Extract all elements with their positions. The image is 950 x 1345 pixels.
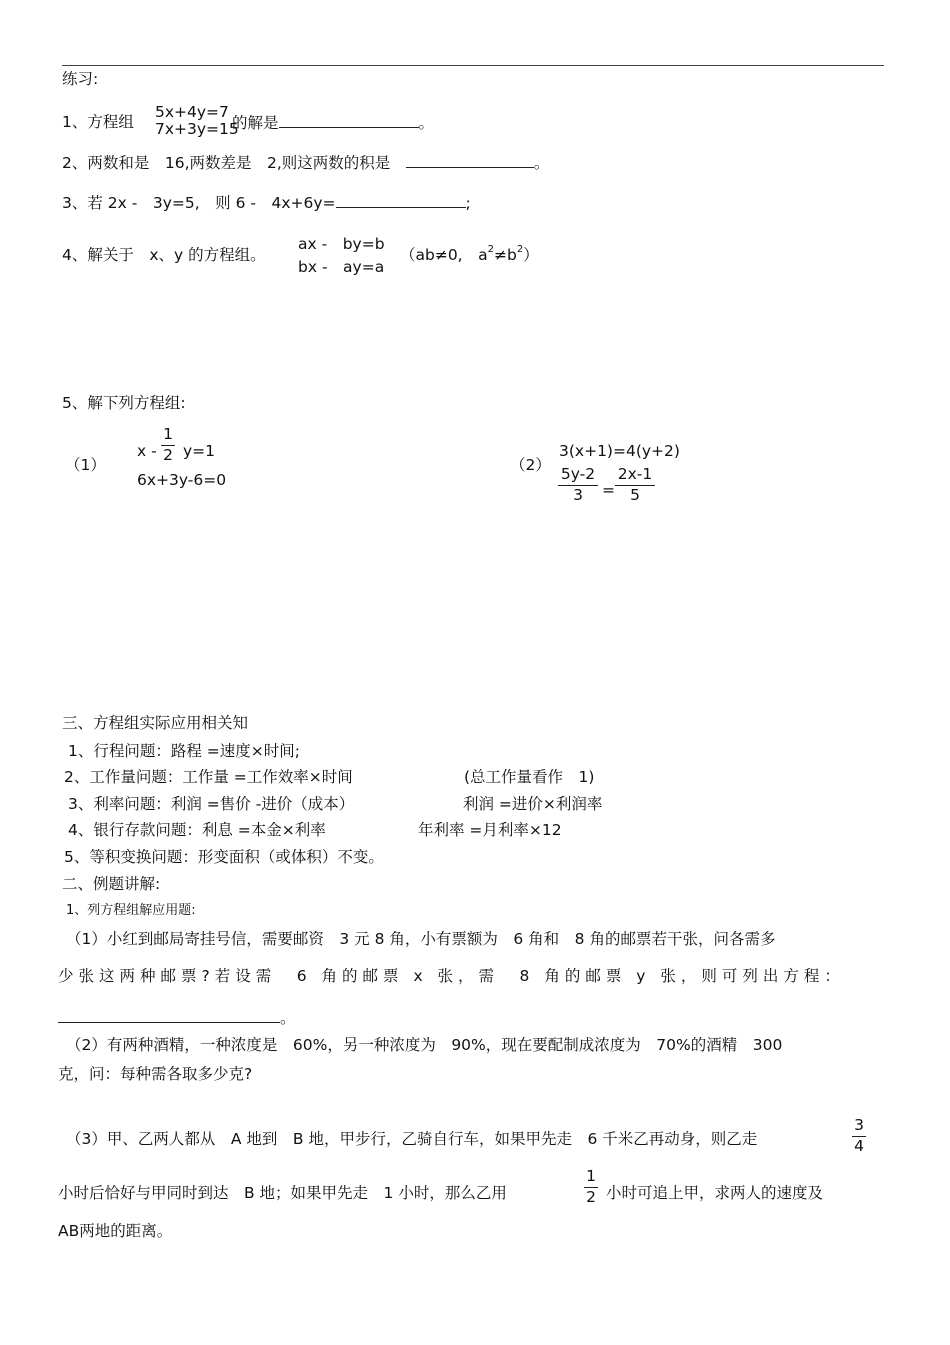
q5-p2-num: （2）	[510, 456, 551, 474]
example-1-line-1: （1）小红到邮局寄挂号信，需要邮资 3 元 8 角，小有票额为 6 角和 8 角的邮票若干张，问各需多	[66, 930, 776, 948]
q4-eq1: ax - by=b	[298, 235, 385, 253]
q5-p1-frac-den: 2	[163, 445, 173, 464]
q1-tail-text: 的解是	[232, 114, 279, 132]
example-1-end: 。	[280, 1009, 296, 1027]
example-3-f2-den: 2	[586, 1187, 596, 1206]
q1-answer-blank[interactable]	[279, 113, 419, 128]
q2	[62, 153, 549, 173]
knowledge-item-4: 4、银行存款问题：利息 =本金×利率	[68, 821, 326, 839]
q5-p2-rden: 5	[630, 485, 640, 504]
q4-condition	[400, 243, 539, 265]
knowledge-item-1: 1、行程问题：路程 =速度×时间;	[68, 742, 300, 760]
knowledge-item-3: 3、利率问题：利润 =售价 -进价（成本）	[68, 795, 355, 813]
q5-p2-left-fraction	[558, 466, 598, 505]
q4-cond-mid: ≠b	[494, 246, 517, 264]
q3	[62, 193, 471, 213]
q2-text: 2、两数和是 16,两数差是 2,则这两数的积是	[62, 154, 391, 172]
q5-p2-equals: =	[602, 481, 615, 499]
q5-label: 5、解下列方程组:	[62, 394, 186, 412]
q3-end: ;	[465, 194, 471, 212]
q5-p1-fraction	[161, 426, 175, 465]
q5-p1-frac-num: 1	[163, 425, 173, 443]
q4-label: 4、解关于 x、y 的方程组。	[62, 246, 266, 264]
knowledge-item-2: 2、工作量问题：工作量 =工作效率×时间	[64, 768, 353, 786]
knowledge-item-5: 5、等积变换问题：形变面积（或体积）不变。	[64, 848, 384, 866]
q5-p1-num: （1）	[65, 456, 106, 474]
examples-title: 二、例题讲解:	[62, 875, 161, 893]
q5-p2-right-fraction	[615, 466, 655, 505]
q3-answer-blank[interactable]	[336, 193, 466, 208]
q4-cond-exp1: 2	[487, 243, 494, 255]
knowledge-item-2-extra: (总工作量看作 1)	[464, 768, 595, 786]
example-3-line-2a: 小时后恰好与甲同时到达 B 地；如果甲先走 1 小时，那么乙用	[58, 1184, 507, 1202]
knowledge-item-3-extra: 利润 =进价×利润率	[463, 795, 603, 813]
example-3-line-3: AB两地的距离。	[58, 1222, 173, 1240]
header-rule	[62, 65, 884, 66]
q1-label: 1、方程组	[62, 113, 134, 131]
example-1-answer-blank[interactable]	[58, 1008, 280, 1023]
example-2-line-1: （2）有两种酒精，一种浓度是 60%，另一种浓度为 90%，现在要配制成浓度为 70%的酒精 300	[66, 1036, 783, 1054]
section-title-practice: 练习:	[62, 70, 99, 88]
q4-cond-exp2: 2	[516, 243, 524, 255]
example-3-fraction-1-2	[584, 1168, 598, 1207]
example-3-f1-num: 3	[854, 1116, 864, 1134]
example-3-line-1: （3）甲、乙两人都从 A 地到 B 地，甲步行，乙骑自行车，如果甲先走 6 千米乙再动身，则乙走	[66, 1130, 758, 1148]
q2-end: 。	[533, 154, 550, 172]
q1-eq2: 7x+3y=15	[155, 120, 239, 138]
q5-p1-y: y=1	[183, 442, 216, 460]
q5-p1-eq2: 6x+3y-6=0	[137, 471, 227, 489]
q5-p2-lnum: 5y-2	[560, 465, 596, 483]
example-3-f1-den: 4	[854, 1136, 864, 1155]
q5-p2-eq1: 3(x+1)=4(y+2)	[559, 442, 680, 460]
knowledge-item-4-extra: 年利率 =月利率×12	[418, 821, 562, 839]
q4-cond-open: （ab≠0, a	[400, 246, 488, 264]
q5-p2-lden: 3	[573, 485, 583, 504]
example-3-f2-num: 1	[586, 1167, 596, 1185]
q1-tail	[232, 113, 434, 133]
q3-text: 3、若 2x - 3y=5, 则 6 - 4x+6y=	[62, 194, 336, 212]
examples-subtitle: 1、列方程组解应用题:	[66, 903, 196, 918]
knowledge-title: 三、方程组实际应用相关知	[62, 714, 249, 732]
q5-p2-rnum: 2x-1	[617, 465, 653, 483]
q2-answer-blank[interactable]	[406, 153, 534, 168]
example-2-line-2: 克，问：每种需各取多少克?	[58, 1065, 253, 1083]
example-3-line-2b: 小时可追上甲，求两人的速度及	[606, 1184, 824, 1202]
example-1-answer	[58, 1008, 296, 1028]
q4-eq2: bx - ay=a	[298, 258, 385, 276]
q1-eq1: 5x+4y=7	[155, 103, 229, 121]
q5-p1-x: x -	[137, 442, 157, 460]
q1-end: 。	[418, 114, 435, 132]
example-3-fraction-3-4	[852, 1117, 866, 1156]
q4-cond-close: ）	[523, 246, 539, 264]
example-1-line-2: 少张这两种邮票?若设需 6 角的邮票 x 张，需 8 角的邮票 y 张，则可列出方程：	[58, 967, 845, 985]
